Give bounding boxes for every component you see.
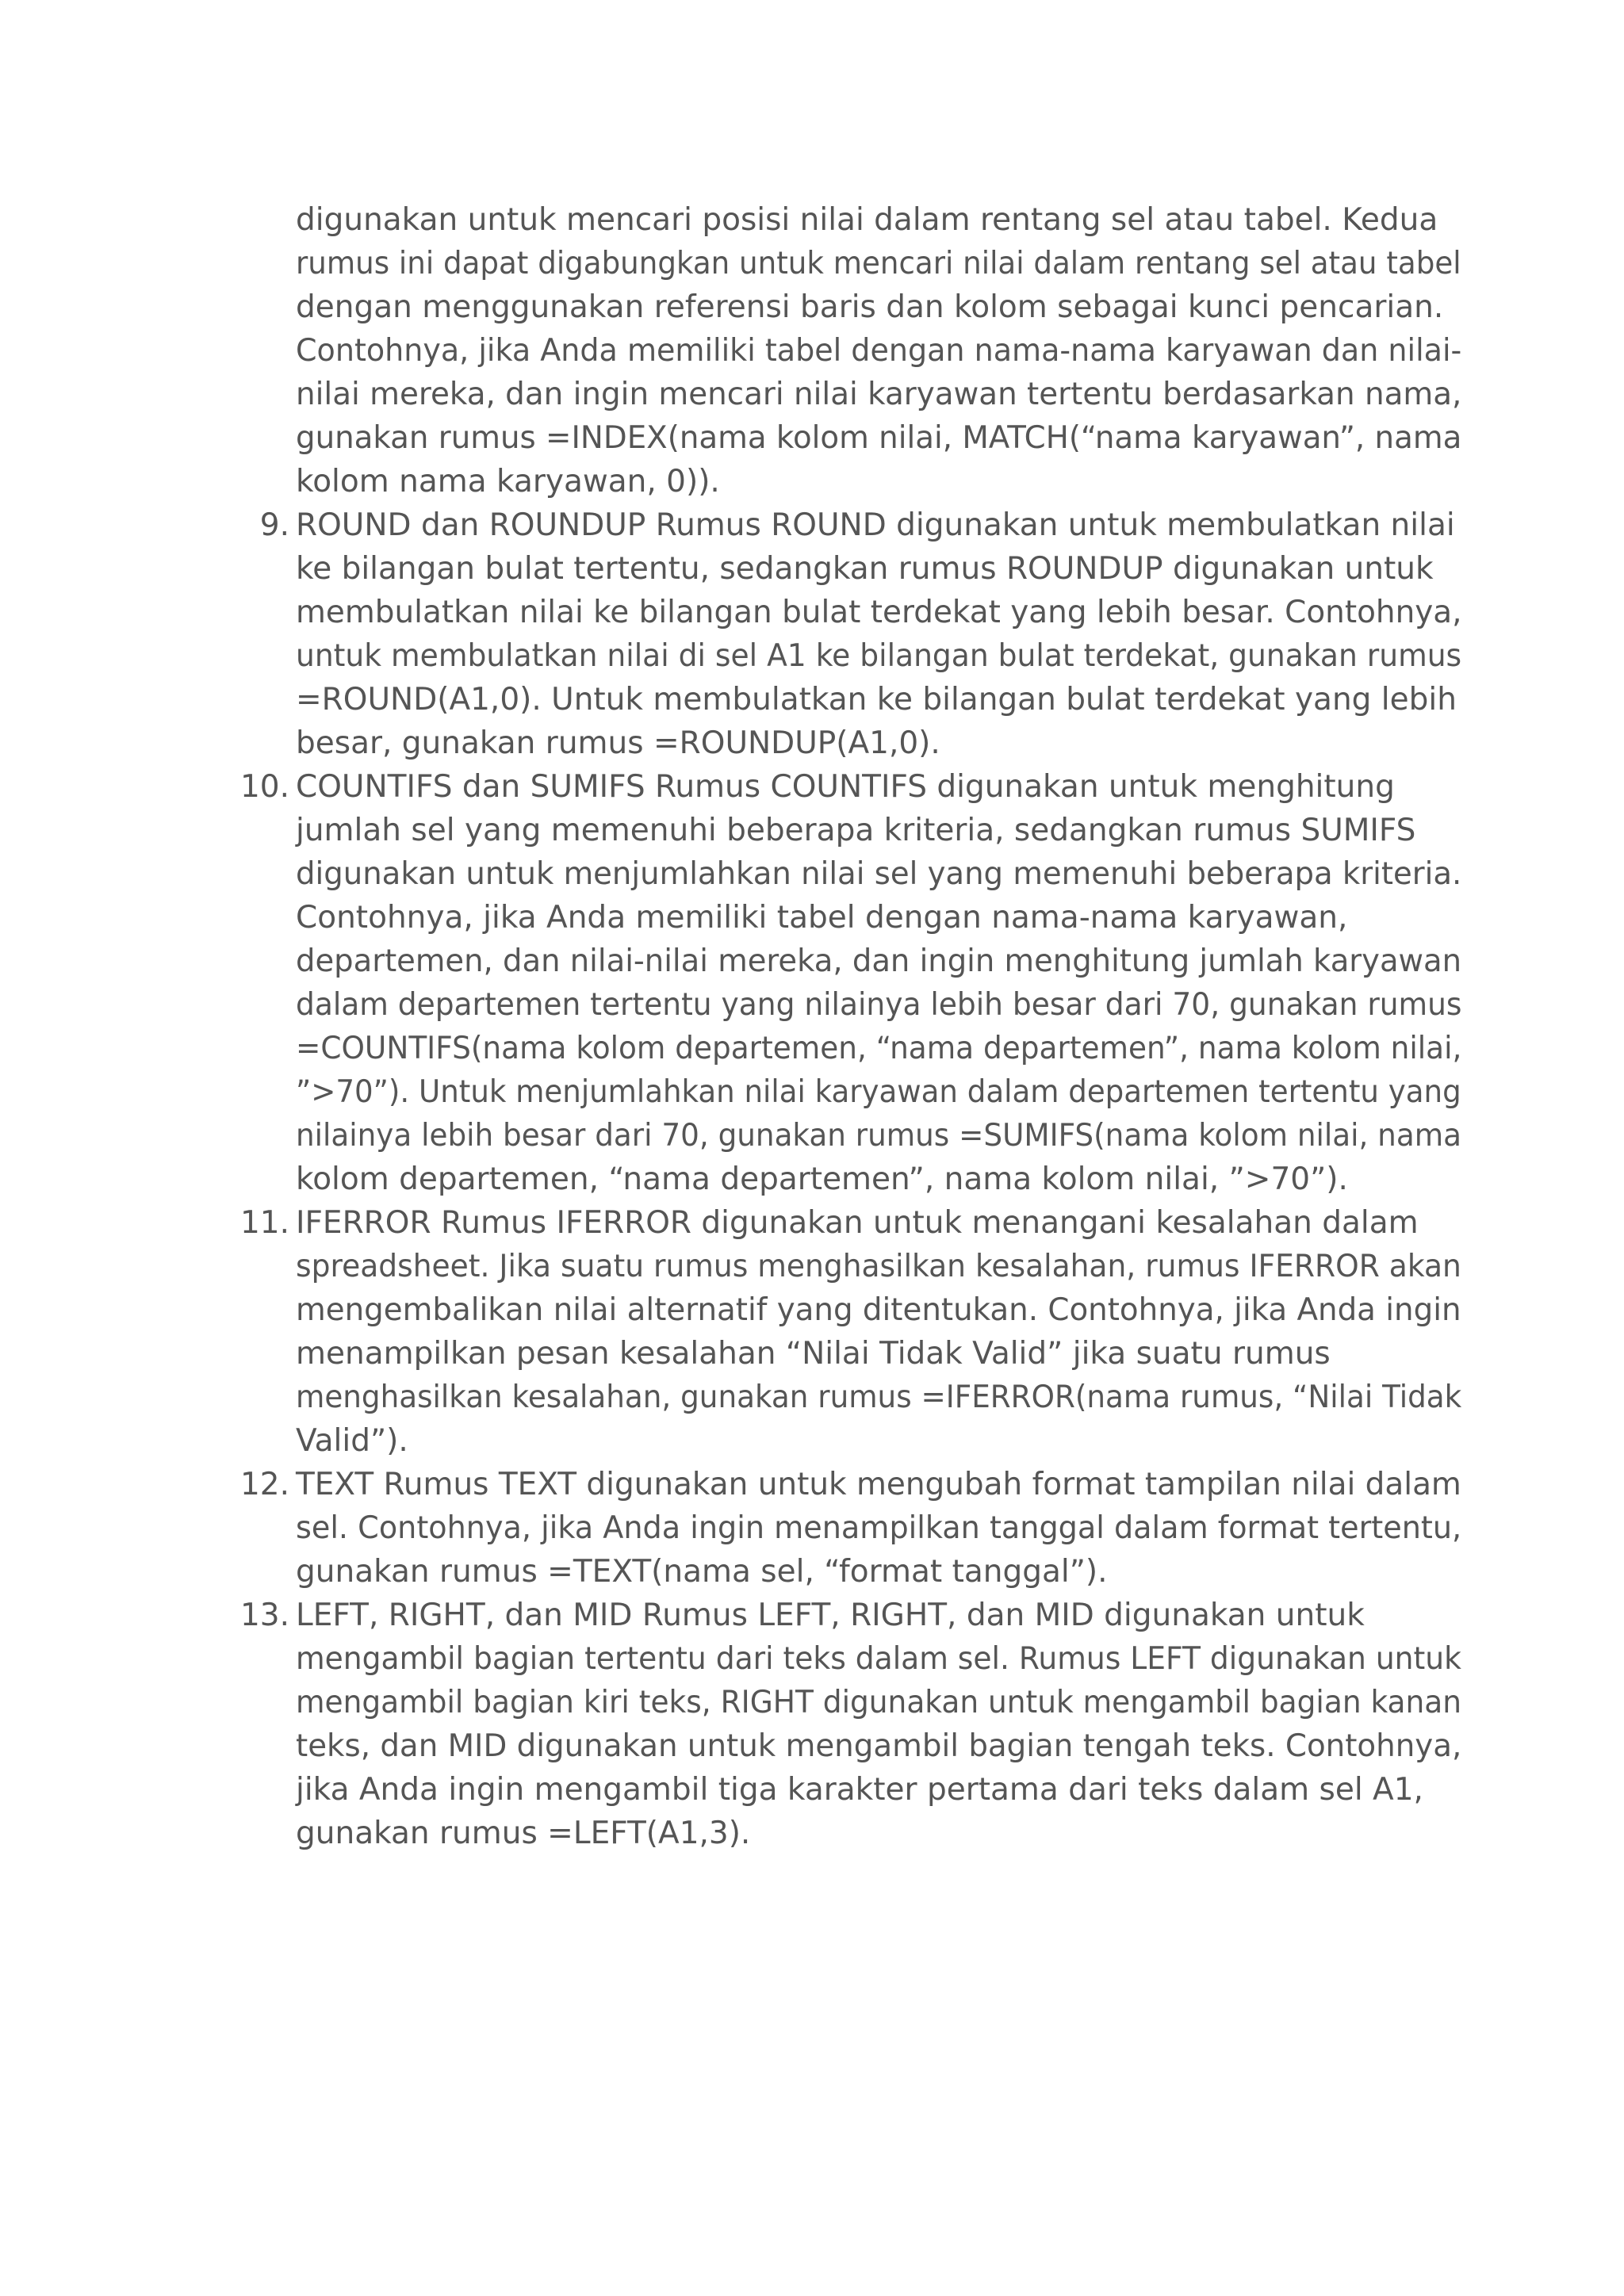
text-line: mengembalikan nilai alternatif yang ditentukan. Contohnya, jika Anda ingin: [296, 1292, 1461, 1328]
text-line: dengan menggunakan referensi baris dan kolom sebagai kunci pencarian.: [296, 289, 1444, 325]
text-line: =ROUND(A1,0). Untuk membulatkan ke bilangan bulat terdekat yang lebih: [296, 682, 1457, 718]
text-line: IFERROR Rumus IFERROR digunakan untuk menangani kesalahan dalam: [296, 1205, 1419, 1241]
text-line: kolom nama karyawan, 0)).: [296, 464, 720, 499]
continuation-paragraph: [296, 198, 1461, 503]
text-line: nilainya lebih besar dari 70, gunakan rumus =SUMIFS(nama kolom nilai, nama: [296, 1118, 1461, 1154]
text-line: departemen, dan nilai-nilai mereka, dan ingin menghitung jumlah karyawan: [296, 943, 1462, 979]
list-number: 13.: [239, 1598, 289, 1633]
list-item-12: [239, 1463, 1462, 1594]
list-item-10: [239, 765, 1462, 1201]
text-line: COUNTIFS dan SUMIFS Rumus COUNTIFS digunakan untuk menghitung: [296, 769, 1395, 805]
text-line: digunakan untuk mencari posisi nilai dalam rentang sel atau tabel. Kedua: [296, 202, 1438, 238]
text-line: rumus ini dapat digabungkan untuk mencari nilai dalam rentang sel atau tabel: [296, 246, 1461, 281]
text-line: mengambil bagian kiri teks, RIGHT digunakan untuk mengambil bagian kanan: [296, 1685, 1462, 1720]
text-line: besar, gunakan rumus =ROUNDUP(A1,0).: [296, 725, 940, 761]
text-line: jumlah sel yang memenuhi beberapa kriteria, sedangkan rumus SUMIFS: [296, 813, 1416, 848]
text-line: TEXT Rumus TEXT digunakan untuk mengubah format tampilan nilai dalam: [296, 1467, 1461, 1502]
list-item-9: [259, 503, 1462, 765]
text-line: ke bilangan bulat tertentu, sedangkan rumus ROUNDUP digunakan untuk: [296, 551, 1434, 587]
list-item-11: [239, 1201, 1462, 1463]
text-line: LEFT, RIGHT, dan MID Rumus LEFT, RIGHT, dan MID digunakan untuk: [296, 1598, 1365, 1633]
text-line: Contohnya, jika Anda memiliki tabel dengan nama-nama karyawan,: [296, 900, 1348, 936]
text-line: jika Anda ingin mengambil tiga karakter pertama dari teks dalam sel A1,: [296, 1772, 1423, 1808]
text-line: membulatkan nilai ke bilangan bulat terdekat yang lebih besar. Contohnya,: [296, 595, 1462, 630]
text-line: digunakan untuk menjumlahkan nilai sel yang memenuhi beberapa kriteria.: [296, 856, 1462, 892]
text-line: =COUNTIFS(nama kolom departemen, “nama departemen”, nama kolom nilai,: [296, 1031, 1462, 1066]
list-item-13: [239, 1594, 1462, 1855]
text-line: ”>70”). Untuk menjumlahkan nilai karyawan dalam departemen tertentu yang: [296, 1074, 1461, 1110]
text-line: gunakan rumus =TEXT(nama sel, “format tanggal”).: [296, 1554, 1108, 1590]
text-line: mengambil bagian tertentu dari teks dalam sel. Rumus LEFT digunakan untuk: [296, 1641, 1461, 1677]
text-line: ROUND dan ROUNDUP Rumus ROUND digunakan untuk membulatkan nilai: [296, 507, 1455, 543]
text-line: menghasilkan kesalahan, gunakan rumus =IFERROR(nama rumus, “Nilai Tidak: [296, 1380, 1462, 1415]
text-line: sel. Contohnya, jika Anda ingin menampilkan tanggal dalam format tertentu,: [296, 1510, 1462, 1546]
list-number: 11.: [239, 1205, 289, 1241]
list-number: 10.: [239, 769, 289, 805]
text-line: Valid”).: [296, 1423, 408, 1459]
text-line: spreadsheet. Jika suatu rumus menghasilkan kesalahan, rumus IFERROR akan: [296, 1249, 1461, 1284]
text-line: dalam departemen tertentu yang nilainya lebih besar dari 70, gunakan rumus: [296, 987, 1462, 1023]
text-line: teks, dan MID digunakan untuk mengambil bagian tengah teks. Contohnya,: [296, 1728, 1462, 1764]
document-body: [239, 198, 1462, 1855]
text-line: gunakan rumus =LEFT(A1,3).: [296, 1816, 751, 1851]
text-line: gunakan rumus =INDEX(nama kolom nilai, MATCH(“nama karyawan”, nama: [296, 420, 1462, 456]
list-number: 9.: [259, 507, 289, 543]
text-line: nilai mereka, dan ingin mencari nilai karyawan tertentu berdasarkan nama,: [296, 377, 1462, 412]
list-number: 12.: [239, 1467, 289, 1502]
text-line: menampilkan pesan kesalahan “Nilai Tidak Valid” jika suatu rumus: [296, 1336, 1331, 1372]
text-line: Contohnya, jika Anda memiliki tabel dengan nama-nama karyawan dan nilai-: [296, 333, 1462, 369]
text-line: untuk membulatkan nilai di sel A1 ke bilangan bulat terdekat, gunakan rumus: [296, 638, 1462, 674]
text-line: kolom departemen, “nama departemen”, nama kolom nilai, ”>70”).: [296, 1161, 1348, 1197]
